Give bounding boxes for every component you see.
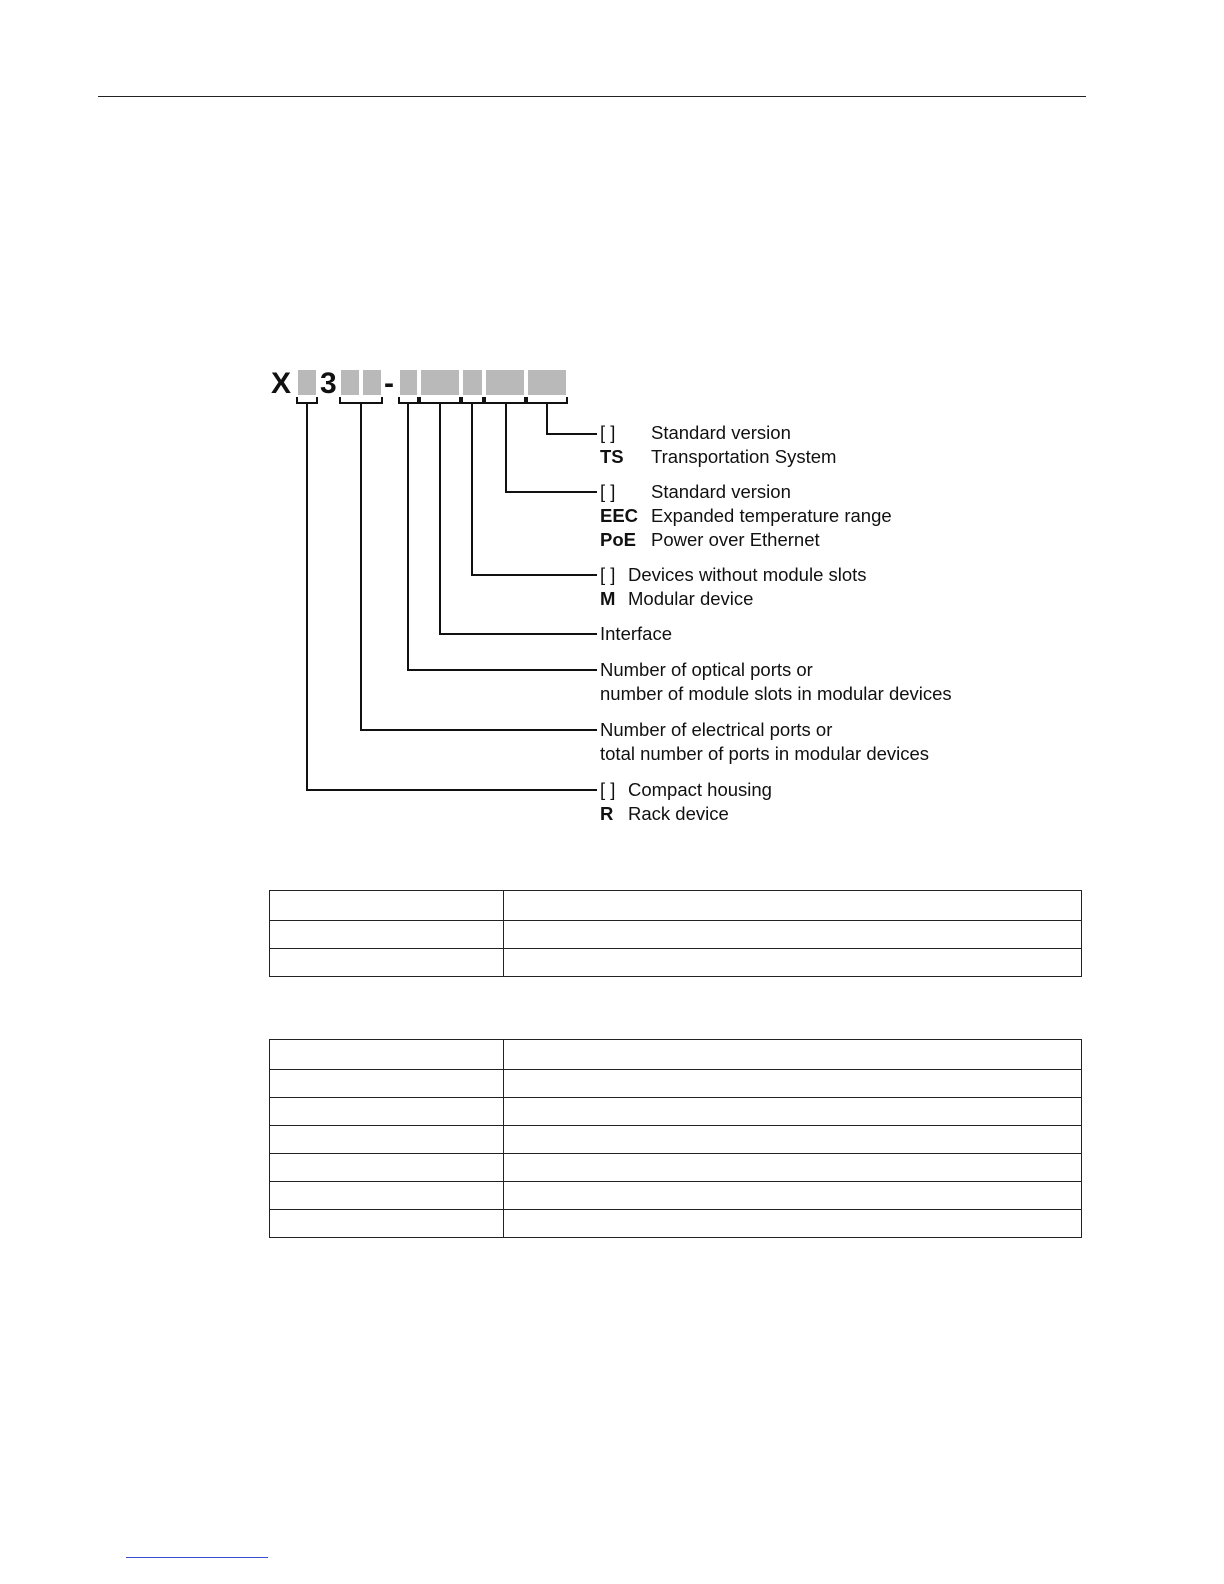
code-slot-optical bbox=[400, 370, 417, 395]
table-cell bbox=[504, 1126, 1082, 1154]
table-2 bbox=[269, 1039, 1082, 1238]
code-slot-electrical-1 bbox=[341, 370, 359, 395]
legend-value: total number of ports in modular devices bbox=[600, 743, 930, 764]
code-slot-ts bbox=[528, 370, 566, 395]
legend-value: Standard version bbox=[651, 422, 791, 443]
table-cell bbox=[270, 1154, 504, 1182]
table-row bbox=[270, 921, 1082, 949]
connector-modular bbox=[472, 403, 597, 575]
legend-key: PoE bbox=[600, 529, 636, 550]
table-row bbox=[270, 1098, 1082, 1126]
table-row bbox=[270, 1154, 1082, 1182]
table-1 bbox=[269, 890, 1082, 977]
table-cell bbox=[504, 1210, 1082, 1238]
connector-electrical bbox=[361, 403, 597, 730]
connector-ts bbox=[547, 403, 597, 434]
legend-key: EEC bbox=[600, 505, 639, 526]
legend-key: [ ] bbox=[600, 422, 616, 443]
code-char-dash: - bbox=[384, 367, 394, 400]
connector-interface bbox=[440, 403, 597, 634]
table-row bbox=[270, 891, 1082, 921]
legend-value: Number of electrical ports or bbox=[600, 719, 833, 740]
bracket-ts bbox=[527, 397, 567, 403]
table-cell bbox=[270, 921, 504, 949]
table-cell bbox=[270, 1098, 504, 1126]
code-char-x: X bbox=[271, 367, 292, 400]
legend-value: Rack device bbox=[628, 803, 729, 824]
code-slot-modular bbox=[463, 370, 482, 395]
footer-link-underline[interactable] bbox=[126, 1557, 268, 1558]
legend-key: R bbox=[600, 803, 614, 824]
table-cell bbox=[504, 1070, 1082, 1098]
table-row bbox=[270, 949, 1082, 977]
table-cell bbox=[270, 949, 504, 977]
legend-value: Compact housing bbox=[628, 779, 772, 800]
table-cell bbox=[504, 921, 1082, 949]
table-cell bbox=[504, 891, 1082, 921]
table-cell bbox=[504, 949, 1082, 977]
legend-value: Devices without module slots bbox=[628, 564, 867, 585]
legend-key: [ ] bbox=[600, 779, 616, 800]
legend-key: TS bbox=[600, 446, 624, 467]
table-cell bbox=[270, 1126, 504, 1154]
table-cell bbox=[504, 1098, 1082, 1126]
table-cell bbox=[270, 1210, 504, 1238]
legend-key: [ ] bbox=[600, 564, 616, 585]
bracket-housing bbox=[297, 397, 317, 403]
table-cell bbox=[270, 1182, 504, 1210]
table-row bbox=[270, 1070, 1082, 1098]
table-row bbox=[270, 1210, 1082, 1238]
legend-value: Modular device bbox=[628, 588, 754, 609]
bracket-modular bbox=[462, 397, 483, 403]
connector-optical bbox=[408, 403, 597, 670]
table-row bbox=[270, 1126, 1082, 1154]
legend-key: M bbox=[600, 588, 616, 609]
code-slot-electrical-2 bbox=[363, 370, 381, 395]
legend-value: Expanded temperature range bbox=[651, 505, 892, 526]
code-slot-housing bbox=[298, 370, 316, 395]
table-cell bbox=[504, 1182, 1082, 1210]
table-row bbox=[270, 1040, 1082, 1070]
bracket-variant bbox=[485, 397, 525, 403]
bracket-interface bbox=[420, 397, 460, 403]
table-cell bbox=[270, 1070, 504, 1098]
bracket-electrical bbox=[340, 397, 382, 403]
code-slot-variant bbox=[486, 370, 524, 395]
connector-housing bbox=[307, 403, 597, 790]
table-cell bbox=[270, 891, 504, 921]
legend-value: Power over Ethernet bbox=[651, 529, 820, 550]
legend-value: Transportation System bbox=[651, 446, 837, 467]
legend-value: Interface bbox=[600, 623, 672, 644]
code-char-3: 3 bbox=[320, 367, 337, 400]
legend-value: Number of optical ports or bbox=[600, 659, 813, 680]
table-cell bbox=[504, 1040, 1082, 1070]
table-row bbox=[270, 1182, 1082, 1210]
code-slot-interface bbox=[421, 370, 459, 395]
legend-value: number of module slots in modular devices bbox=[600, 683, 952, 704]
legend-key: [ ] bbox=[600, 481, 616, 502]
connector-variant bbox=[506, 403, 597, 492]
bracket-optical bbox=[399, 397, 418, 403]
table-cell bbox=[504, 1154, 1082, 1182]
legend-value: Standard version bbox=[651, 481, 791, 502]
table-cell bbox=[270, 1040, 504, 1070]
